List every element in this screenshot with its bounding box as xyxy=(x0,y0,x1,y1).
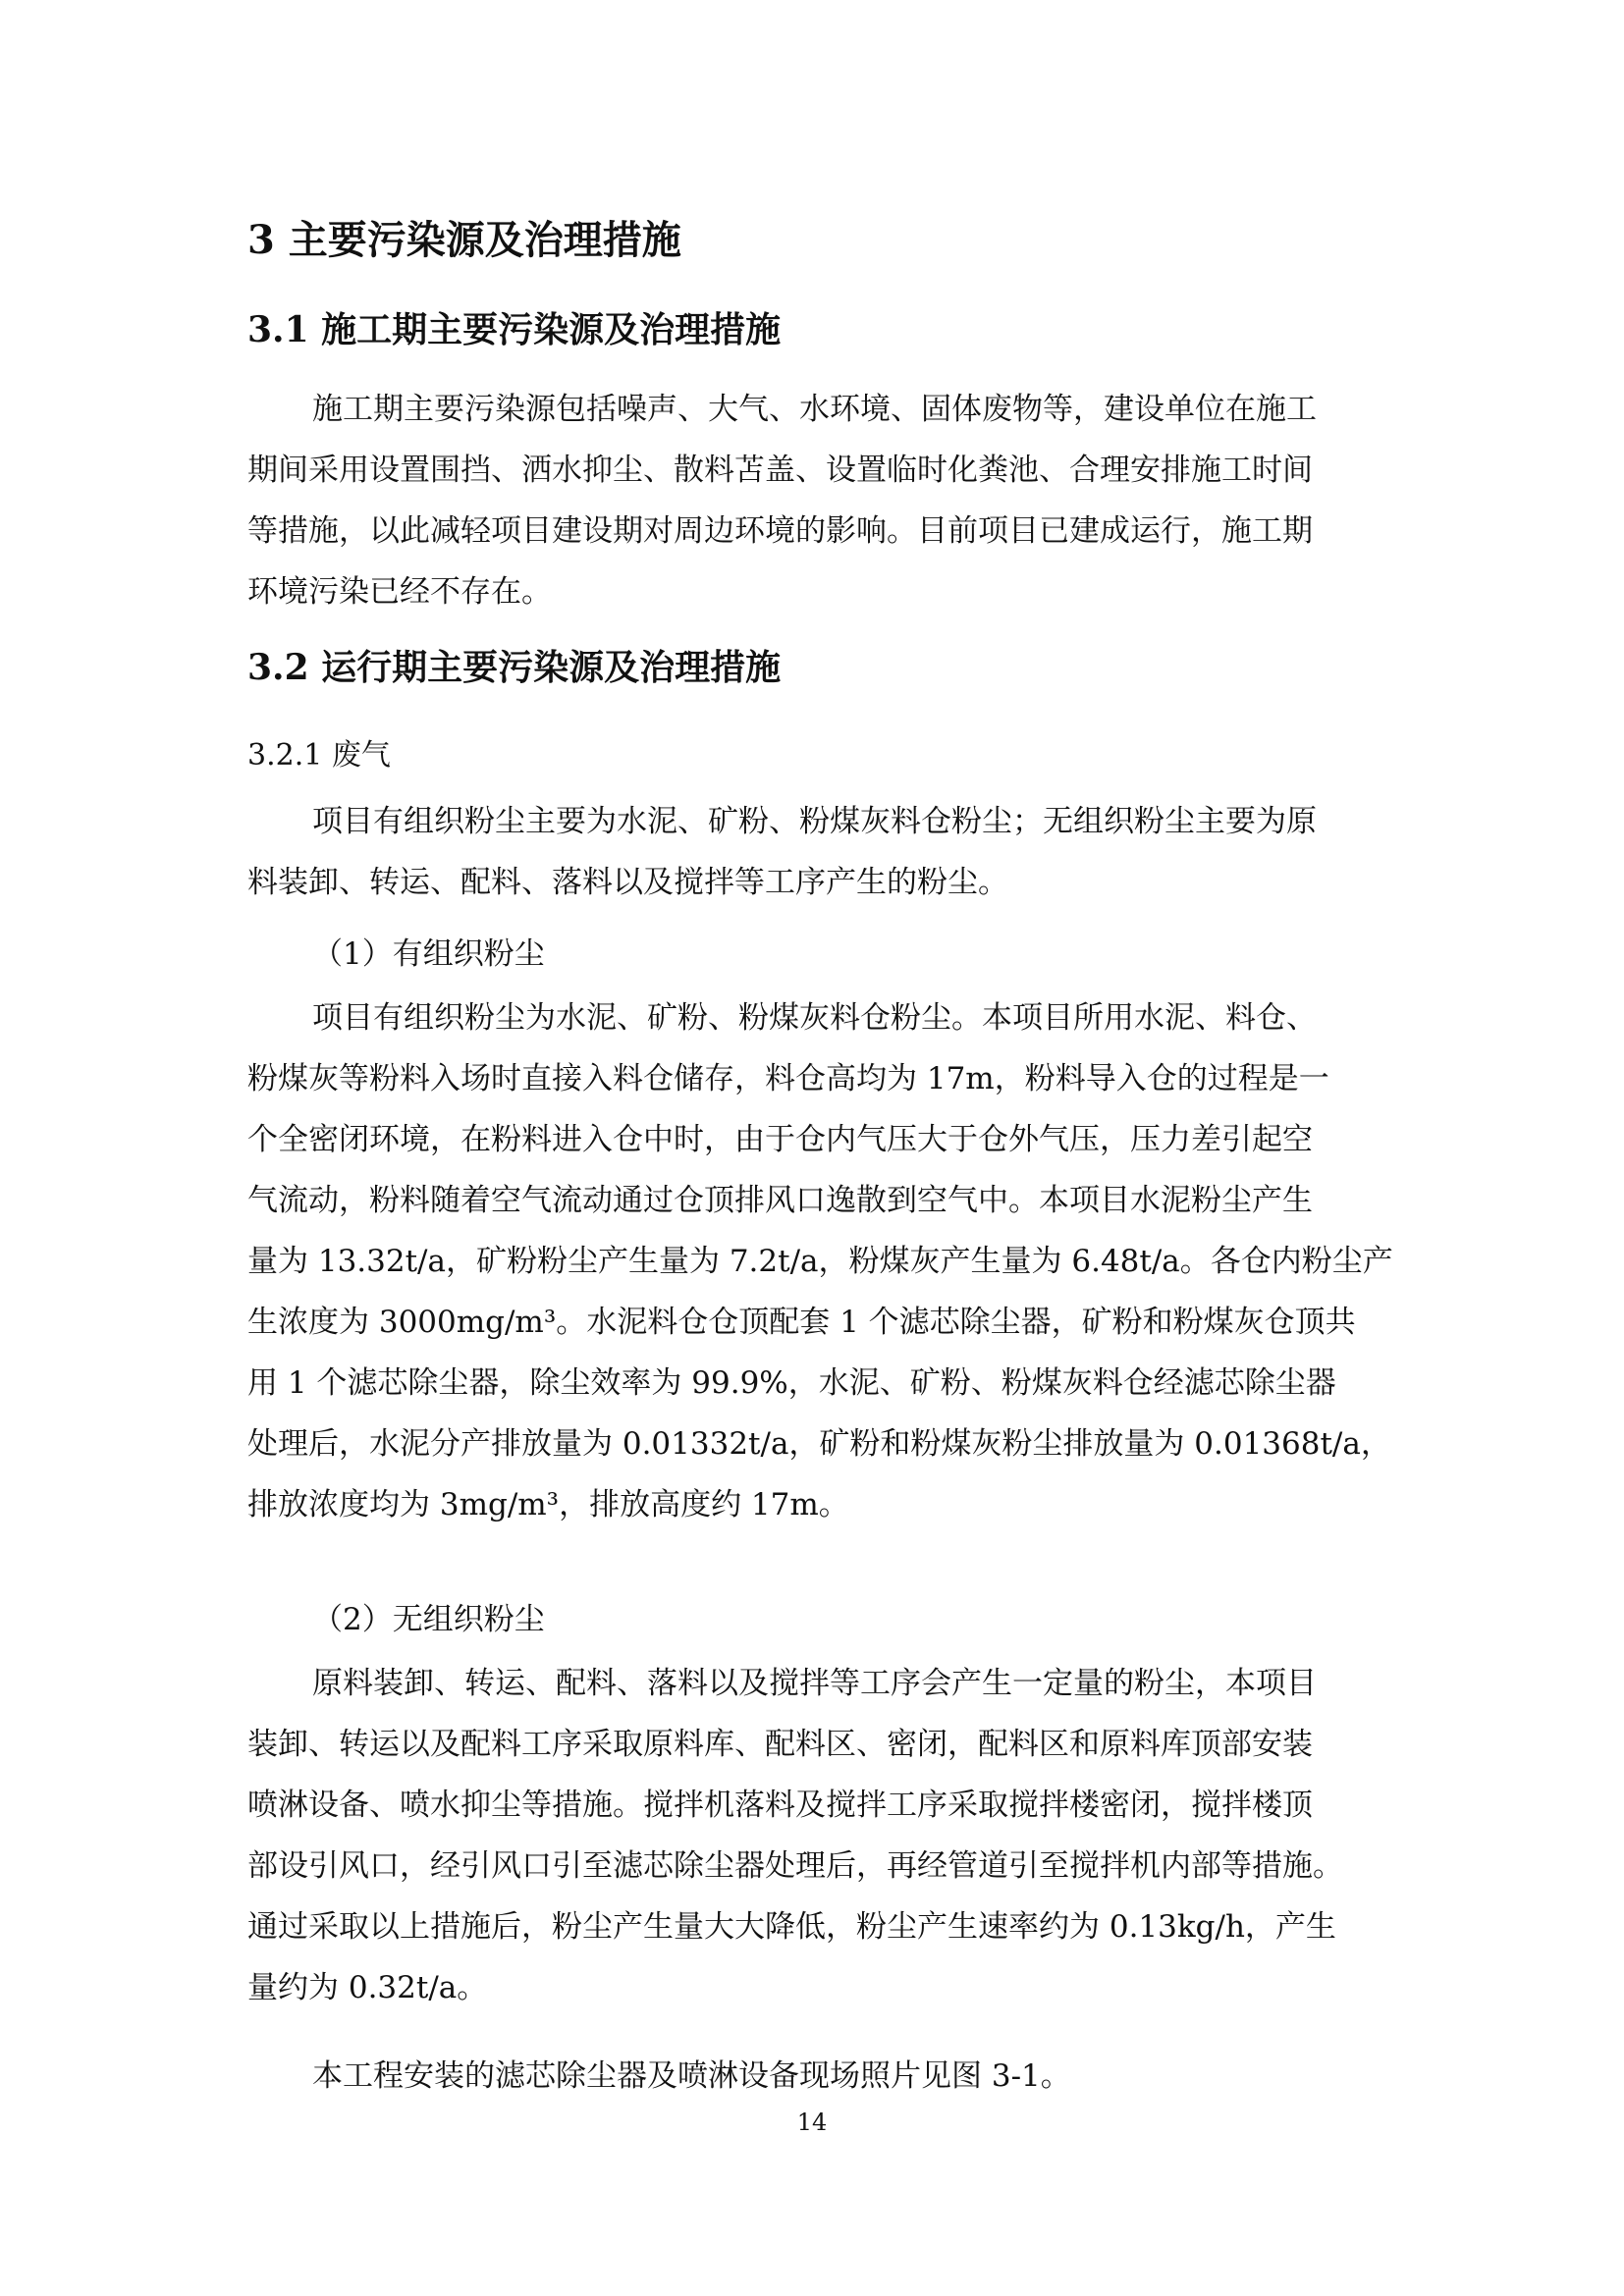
paragraph-line: 排放浓度均为 3mg/m³，排放高度约 17m。 xyxy=(247,1487,849,1522)
fugitive-dust-paragraph xyxy=(247,1653,1384,2018)
paragraph-line: 项目有组织粉尘为水泥、矿粉、粉煤灰料仓粉尘。本项目所用水泥、料仓、 xyxy=(312,1000,1317,1036)
paragraph-line: 等措施，以此减轻项目建设期对周边环境的影响。目前项目已建成运行，施工期 xyxy=(247,513,1313,549)
paragraph-line: 环境污染已经不存在。 xyxy=(247,574,552,610)
paragraph-line: 喷淋设备、喷水抑尘等措施。搅拌机落料及搅拌工序采取搅拌楼密闭，搅拌楼顶 xyxy=(247,1788,1313,1823)
figure-reference-paragraph xyxy=(247,2046,1384,2107)
organized-dust-heading: （1）有组织粉尘 xyxy=(312,936,545,972)
section-3-1-paragraph xyxy=(247,379,1384,622)
paragraph-line: 装卸、转运以及配料工序采取原料库、配料区、密闭，配料区和原料库顶部安装 xyxy=(247,1727,1313,1762)
paragraph-line: 料装卸、转运、配料、落料以及搅拌等工序产生的粉尘。 xyxy=(247,865,1008,900)
paragraph-line: 气流动，粉料随着空气流动通过仓顶排风口逸散到空气中。本项目水泥粉尘产生 xyxy=(247,1183,1313,1218)
paragraph-line: 部设引风口，经引风口引至滤芯除尘器处理后，再经管道引至搅拌机内部等措施。 xyxy=(247,1848,1343,1884)
paragraph-line: 施工期主要污染源包括噪声、大气、水环境、固体废物等，建设单位在施工 xyxy=(312,392,1317,427)
paragraph-line: 项目有组织粉尘主要为水泥、矿粉、粉煤灰料仓粉尘；无组织粉尘主要为原 xyxy=(312,804,1317,839)
paragraph-line: 原料装卸、转运、配料、落料以及搅拌等工序会产生一定量的粉尘，本项目 xyxy=(312,1666,1317,1701)
fugitive-dust-heading: （2）无组织粉尘 xyxy=(312,1602,545,1637)
paragraph-line: 处理后，水泥分产排放量为 0.01332t/a，矿粉和粉煤灰粉尘排放量为 0.01368t/a， xyxy=(247,1426,1391,1462)
paragraph-line: 粉煤灰等粉料入场时直接入料仓储存，料仓高均为 17m，粉料导入仓的过程是一 xyxy=(247,1061,1329,1096)
section-3-1-heading: 3.1 施工期主要污染源及治理措施 xyxy=(247,309,782,350)
paragraph-line: 期间采用设置围挡、洒水抑尘、散料苫盖、设置临时化粪池、合理安排施工时间 xyxy=(247,453,1313,488)
paragraph-line: 量约为 0.32t/a。 xyxy=(247,1970,488,2005)
chapter-heading: 3 主要污染源及治理措施 xyxy=(247,217,681,263)
paragraph-line: 个全密闭环境，在粉料进入仓中时，由于仓内气压大于仓外气压，压力差引起空 xyxy=(247,1122,1313,1157)
organized-dust-paragraph xyxy=(247,988,1393,1535)
paragraph-line: 量为 13.32t/a，矿粉粉尘产生量为 7.2t/a，粉煤灰产生量为 6.48t/a。各仓内粉尘产 xyxy=(247,1244,1393,1279)
paragraph-line: 生浓度为 3000mg/m³。水泥料仓仓顶配套 1 个滤芯除尘器，矿粉和粉煤灰仓顶共 xyxy=(247,1305,1356,1340)
paragraph-line: 通过采取以上措施后，粉尘产生量大大降低，粉尘产生速率约为 0.13kg/h，产生 xyxy=(247,1909,1336,1945)
paragraph-line: 本工程安装的滤芯除尘器及喷淋设备现场照片见图 3-1。 xyxy=(312,2058,1071,2094)
section-3-2-heading: 3.2 运行期主要污染源及治理措施 xyxy=(247,647,782,688)
subsection-3-2-1-heading: 3.2.1 废气 xyxy=(247,738,391,773)
exhaust-intro-paragraph xyxy=(247,791,1384,913)
paragraph-line: 用 1 个滤芯除尘器，除尘效率为 99.9%，水泥、矿粉、粉煤灰料仓经滤芯除尘器 xyxy=(247,1365,1336,1401)
page-number: 14 xyxy=(796,2109,828,2136)
